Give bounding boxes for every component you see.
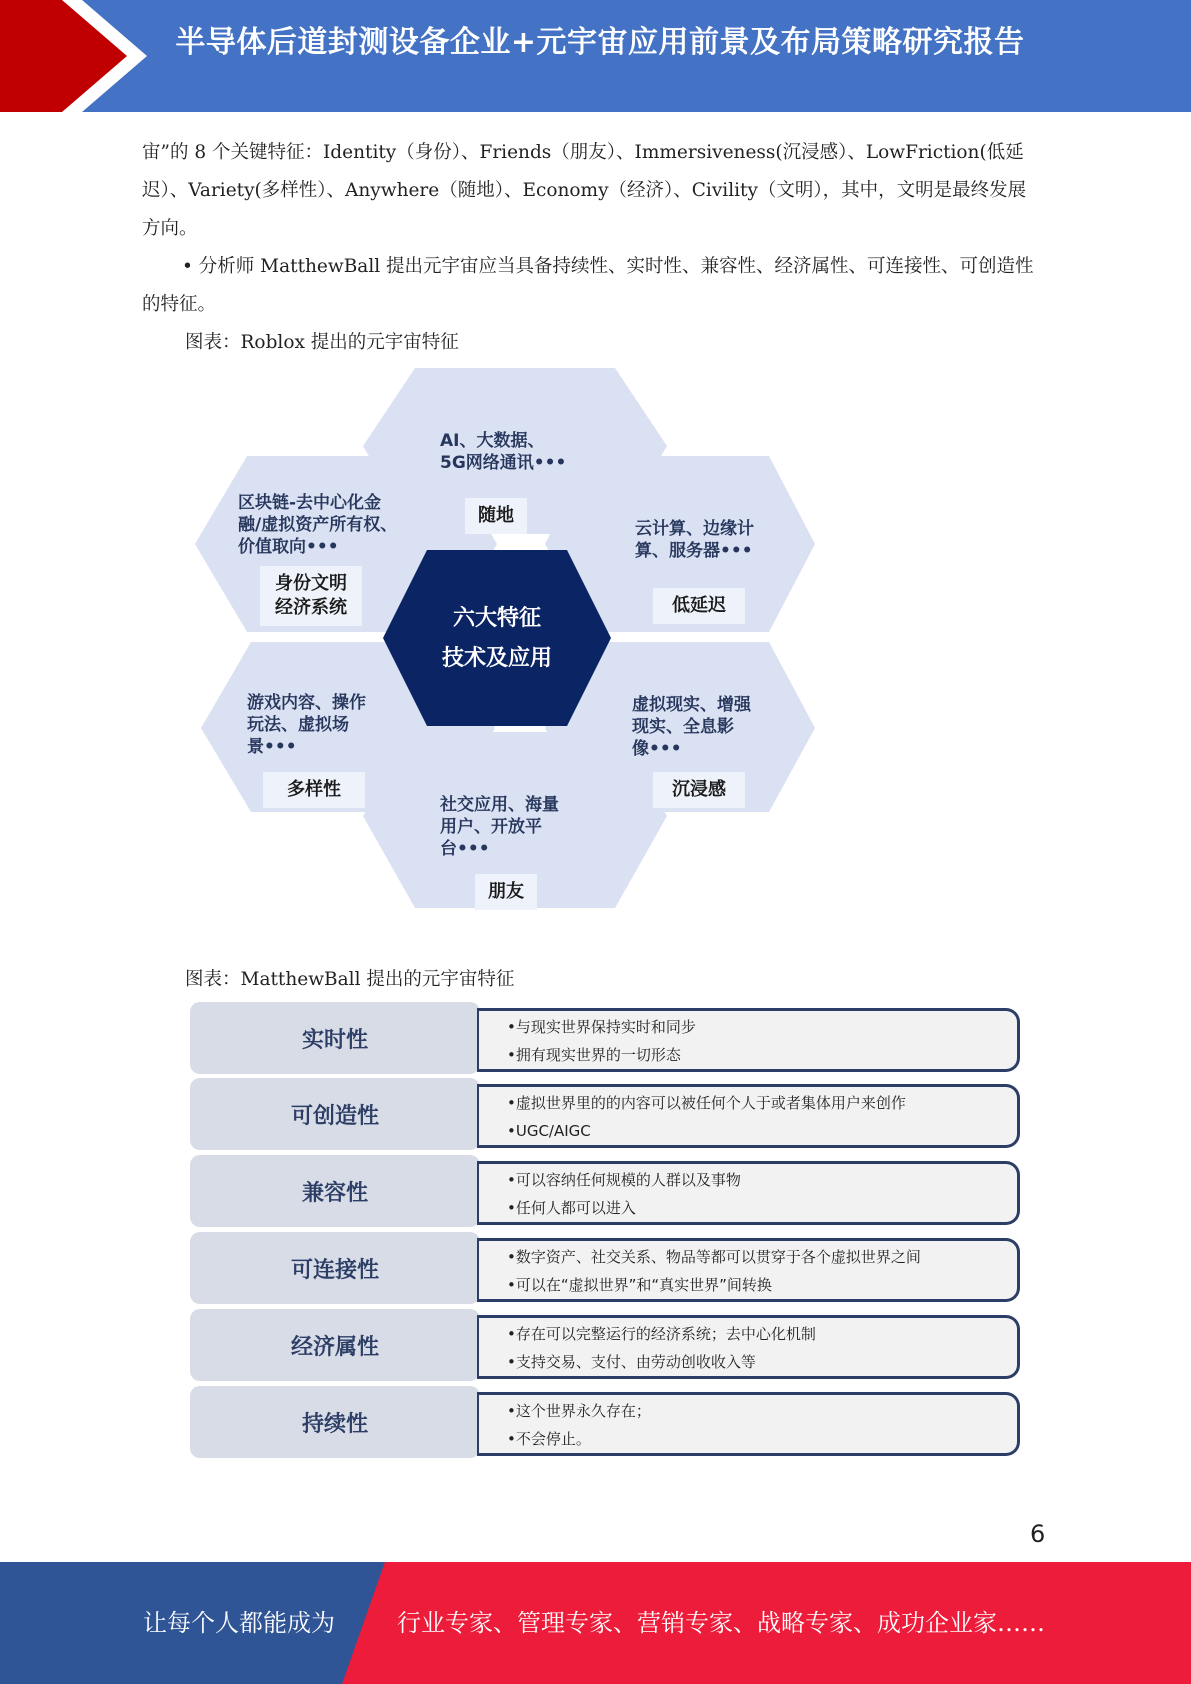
table-row (190, 1078, 995, 1150)
hex-lower-left-label: 多样性 (263, 772, 365, 808)
feature-name: 兼容性 (190, 1155, 480, 1227)
table-row (190, 1309, 995, 1381)
feature-point: •不会停止。 (507, 1430, 591, 1448)
feature-description (477, 1084, 1020, 1148)
body-paragraph: 宙”的 8 个关键特征：Identity（身份）、Friends（朋友）、Immersiveness(沉浸感）、LowFriction(低延迟）、Variety(多样性）、Anywhere（随地）、Economy（经济）、Civility（文明），其中，文明是最终发展方向。 (142, 142, 1027, 239)
feature-name: 可创造性 (190, 1078, 480, 1150)
feature-description (477, 1315, 1020, 1379)
hex-lower-left-desc: 游戏内容、操作 玩法、虚拟场 景••• (247, 693, 366, 757)
footer-slogan-left: 让每个人都能成为 (143, 1609, 335, 1637)
figure-caption: 图表：MatthewBall 提出的元宇宙特征 (185, 969, 515, 990)
feature-point: •UGC/AIGC (507, 1122, 591, 1140)
table-row (190, 1232, 995, 1304)
feature-point: •可以在“虚拟世界”和“真实世界”间转换 (507, 1276, 772, 1294)
feature-description (477, 1008, 1020, 1072)
feature-point: •可以容纳任何规模的人群以及事物 (507, 1171, 741, 1189)
feature-point: •与现实世界保持实时和同步 (507, 1018, 696, 1036)
feature-point: •存在可以完整运行的经济系统；去中心化机制 (507, 1325, 816, 1343)
report-title: 半导体后道封测设备企业+元宇宙应用前景及布局策略研究报告 (175, 25, 1025, 60)
center-title-line1: 六大特征 (452, 606, 541, 631)
footer-slogan-right: 行业专家、管理专家、营销专家、战略专家、成功企业家…… (397, 1609, 1045, 1637)
hex-bottom-label: 朋友 (475, 874, 537, 910)
hex-bottom-desc: 社交应用、海量 用户、开放平 台••• (440, 795, 559, 859)
hex-lower-right-label: 沉浸感 (653, 772, 745, 808)
feature-point: •数字资产、社交关系、物品等都可以贯穿于各个虚拟世界之间 (507, 1248, 921, 1266)
table-row (190, 1155, 995, 1227)
hex-upper-right-label: 低延迟 (653, 588, 745, 624)
page-number: 6 (1030, 1520, 1046, 1548)
feature-point: •这个世界永久存在； (507, 1402, 651, 1420)
hex-upper-left-label: 身份文明 经济系统 (260, 566, 362, 626)
feature-point: •支持交易、支付、由劳动创收收入等 (507, 1353, 756, 1371)
page-footer (0, 1562, 1191, 1684)
feature-name: 经济属性 (190, 1309, 480, 1381)
feature-name: 持续性 (190, 1386, 480, 1458)
feature-name: 可连接性 (190, 1232, 480, 1304)
hex-top-label: 随地 (465, 498, 527, 534)
table-row (190, 1386, 995, 1458)
feature-point: •拥有现实世界的一切形态 (507, 1046, 681, 1064)
hex-upper-left-desc: 区块链-去中心化金 融/虚拟资产所有权、 价值取向••• (238, 493, 398, 557)
hex-upper-right-desc: 云计算、边缘计 算、服务器••• (635, 519, 754, 561)
hex-top-desc: AI、大数据、 5G网络通讯••• (440, 431, 567, 473)
figure-caption: 图表：Roblox 提出的元宇宙特征 (185, 332, 459, 353)
feature-point: •任何人都可以进入 (507, 1199, 636, 1217)
feature-description (477, 1392, 1020, 1456)
hex-feature-diagram (195, 360, 835, 920)
hex-center (383, 550, 611, 726)
feature-description (477, 1161, 1020, 1225)
center-title-line2: 技术及应用 (441, 646, 552, 671)
body-paragraph: • 分析师 MatthewBall 提出元宇宙应当具备持续性、实时性、兼容性、经济属性、可连接性、可创造性的特征。 (142, 256, 1034, 315)
feature-point: •虚拟世界里的的内容可以被任何个人于或者集体用户来创作 (507, 1094, 906, 1112)
page-header (0, 0, 1191, 112)
feature-name: 实时性 (190, 1002, 480, 1074)
hex-lower-right-desc: 虚拟现实、增强 现实、全息影 像••• (632, 695, 751, 759)
feature-description (477, 1238, 1020, 1302)
table-row (190, 1002, 995, 1074)
